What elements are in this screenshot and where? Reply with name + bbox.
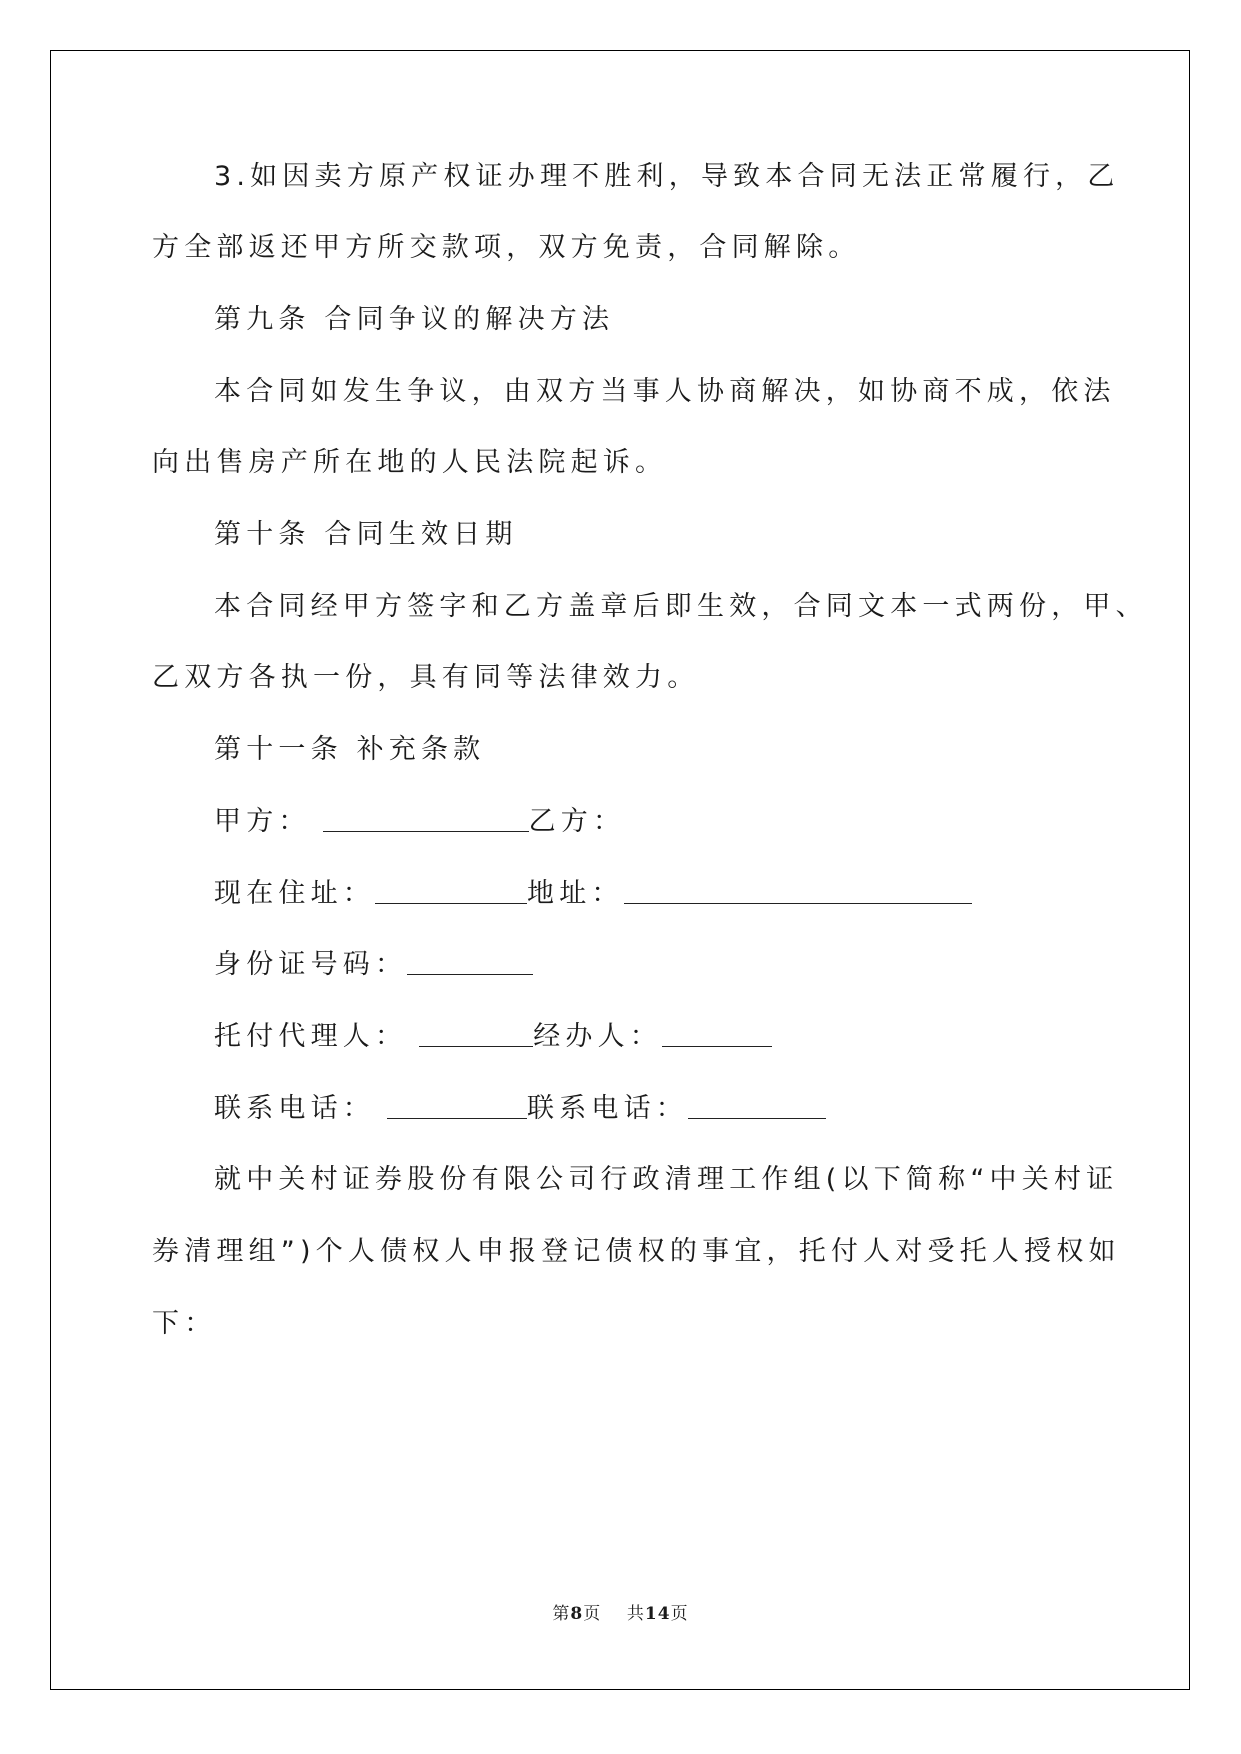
agent-label: 托付代理人： [214,1021,408,1052]
phone-1-blank [387,1096,527,1119]
current-address-label: 现在住址： [214,878,375,909]
paragraph-line: 本合同经甲方签字和乙方盖章后即生效，合同文本一式两份，甲、 [214,591,1148,622]
footer-page-suffix: 页 [583,1604,602,1624]
footer-total-prefix: 共 [626,1604,645,1624]
paragraph-line: 方全部返还甲方所交款项，双方免责，合同解除。 [152,232,861,263]
article-10-title: 第十条 合同生效日期 [214,519,518,550]
address-blank [624,881,972,904]
agent-blank [419,1024,533,1047]
agent-row [214,1023,772,1050]
id-number-label: 身份证号码： [214,949,408,980]
paragraph-line: 就中关村证券股份有限公司行政清理工作组(以下简称“中关村证 [214,1164,1119,1195]
footer-total-pages: 14 [644,1604,671,1624]
phone-2-blank [688,1096,826,1119]
paragraph-line: 券清理组”)个人债权人申报登记债权的事宜，托付人对受托人授权如 [152,1236,1121,1267]
current-address-blank [375,881,527,904]
id-number-blank [407,952,533,975]
handler-label: 经办人： [533,1021,663,1052]
handler-blank [662,1024,772,1047]
paragraph-line: 3.如因卖方原产权证办理不胜利，导致本合同无法正常履行，乙 [214,161,1120,192]
footer-total-suffix: 页 [670,1604,689,1624]
phone-row [214,1095,826,1122]
address-label: 地址： [527,878,624,909]
footer-page-number: 8 [570,1604,584,1624]
party-b-label: 乙方： [528,806,626,837]
phone-2-label: 联系电话： [527,1093,688,1124]
paragraph-line: 乙双方各执一份，具有同等法律效力。 [152,662,700,693]
article-11-title: 第十一条 补充条款 [214,734,486,765]
address-row [214,880,972,907]
party-a-label: 甲方： [214,806,311,837]
paragraph-line: 向出售房产所在地的人民法院起诉。 [152,447,668,478]
article-9-title: 第九条 合同争议的解决方法 [214,304,615,335]
paragraph-line: 本合同如发生争议，由双方当事人协商解决，如协商不成，依法 [214,376,1116,407]
id-row [214,951,533,978]
phone-1-label: 联系电话： [214,1093,375,1124]
page-border [50,50,1190,1690]
paragraph-line: 下： [152,1308,217,1339]
page-footer [0,1599,1241,1624]
footer-prefix: 第 [552,1604,571,1624]
party-row [214,808,625,835]
party-a-blank [323,809,529,832]
